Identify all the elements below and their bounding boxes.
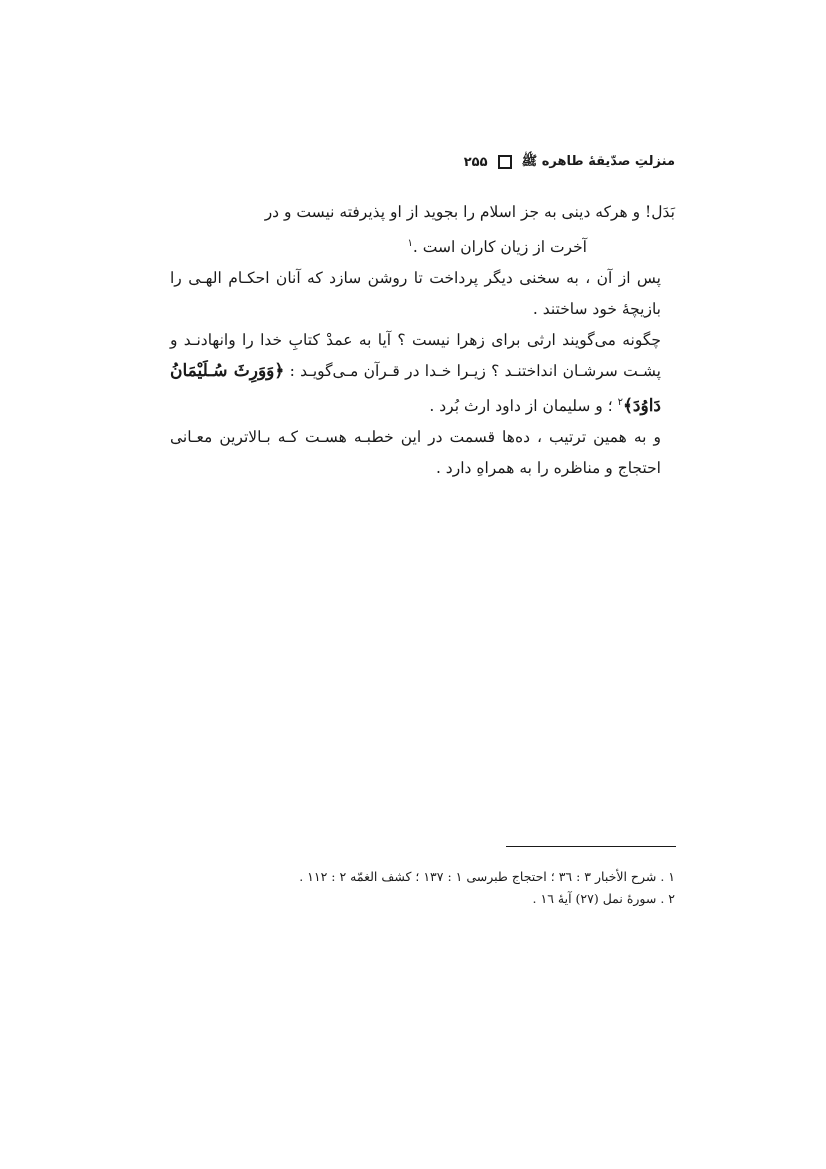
footnotes <box>170 866 675 910</box>
footnote-2: ۲ . سورهٔ نمل (۲۷) آیهٔ ۱٦ . <box>532 891 675 906</box>
running-header <box>170 150 675 174</box>
paragraph-3 <box>170 325 675 422</box>
footnote-divider <box>506 846 676 847</box>
paragraph-3-translation: ؛ و سلیمان از داود ارث بُرد . <box>429 397 613 416</box>
quran-verse: ﴿وَوَرِثَ سُـلَيْمَانُ دَاوُدَ﴾ <box>170 361 661 417</box>
paragraph-3-text: چگونه می‌گویند ارثی برای زهرا نیست ؟ آیا به عمدْ کتابِ خدا را وانهادنـد و پشـت سرشـان انداختنـد ؟ زیـرا خـدا در قـرآن مـی‌گویـد : <box>170 331 661 381</box>
page-number: ۲۵۵ <box>463 154 488 170</box>
square-ornament-icon <box>498 155 512 169</box>
footnote-1: ۱ . شرح الأخبار ۳ : ۳٦ ؛ احتجاج طبرسی ۱ : ۱۳۷ ؛ کشف الغمّه ۲ : ۱۱۲ . <box>299 869 675 884</box>
footnote-ref-1: ۱ <box>407 238 413 249</box>
quote-line-1: بَدَل! و هرکه دینی به جز اسلام را بجوید از او پذیرفته نیست و در <box>264 203 675 221</box>
quote-line-2-text: آخرت از زیان کاران است . <box>412 238 587 257</box>
footnote-ref-2: ۲ <box>617 397 623 409</box>
header-title: منزلتِ صدّیقهٔ طاهره ﷺ <box>521 153 675 169</box>
paragraph-4: و به همین ترتیب ، ده‌ها قسمت در این خطبـه هسـت کـه بـالاترین معـانی احتجاج و مناظره را به همراهِ دارد . <box>170 428 661 478</box>
quote-line-2 <box>170 228 675 263</box>
paragraph-2: پس از آن ، به سخنی دیگر پرداخت تا روشن سازد که آنان احکـام الهـی را بازیچهٔ خود ساختند . <box>170 269 661 319</box>
main-text <box>170 197 675 484</box>
